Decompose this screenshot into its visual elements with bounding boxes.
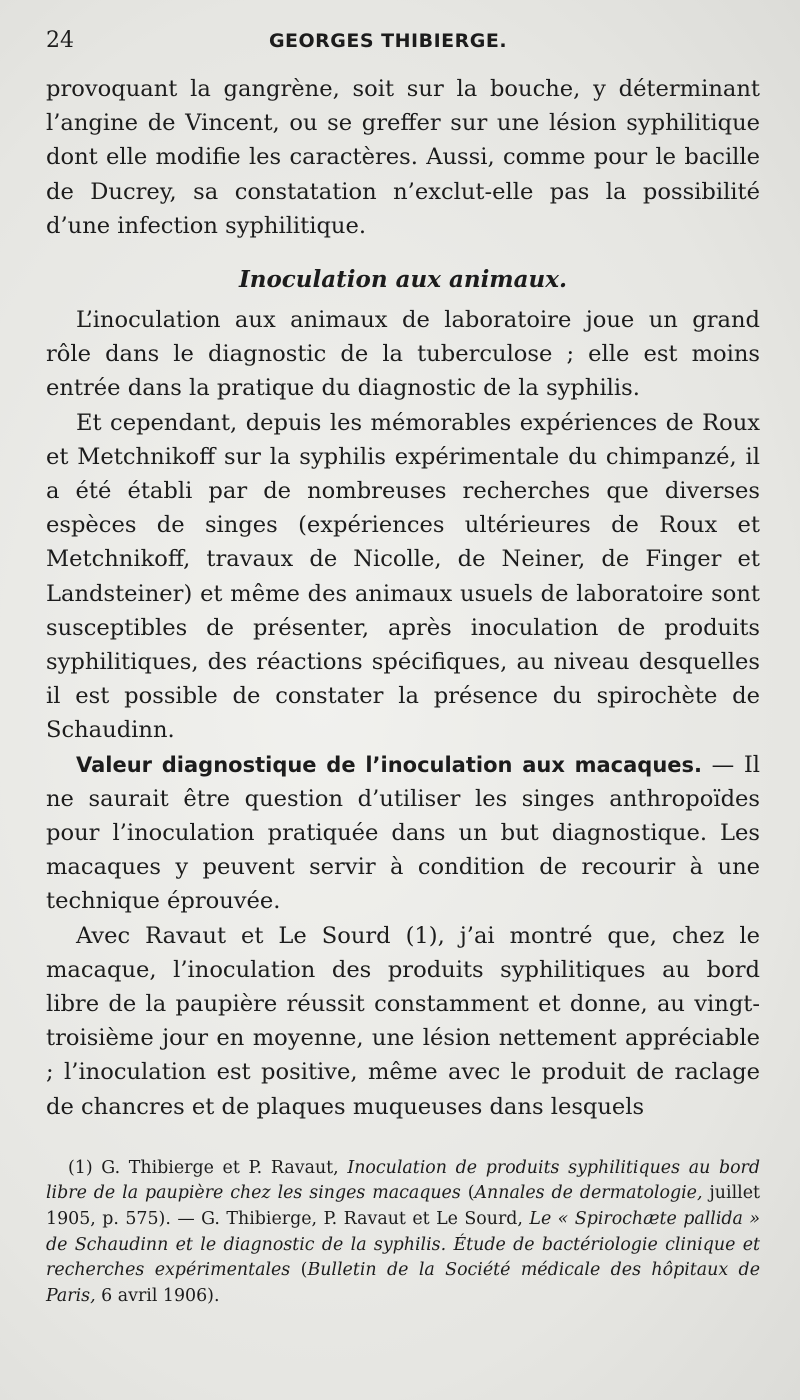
page-number: 24 [46,28,74,53]
footnote-text-1: juillet 1905, p. 575). — G. Thibierge, P. Ravaut et Le Sourd, [46,1183,760,1230]
footnote-paren-2: ( [290,1260,308,1281]
footnote-title-1: Inoculation de produits syphilitiques au bord libre de la paupière chez les singes macaques [46,1157,760,1204]
footnote-title-2: Le « Spirochæte pallida » de Schaudinn et le diagnostic de la syphilis. Étude de bactériologie clinique et recherches expérimentales [46,1209,760,1281]
footnote-journal-1: Annales de dermatologie, [474,1183,703,1204]
run-in-heading: Valeur diagnostique de l’inoculation aux macaques. [76,752,702,777]
running-head [46,28,760,68]
footnote-separator [46,1140,760,1152]
footnote-journal-2: Bulletin de la Société médicale des hôpitaux de Paris, [46,1260,760,1306]
footnote-paren-1: ( [460,1183,475,1204]
footnote-text-2: 6 avril 1906). [95,1285,220,1306]
paragraph-experiments: Et cependant, depuis les mémorables expériences de Roux et Metchnikoff sur la syphilis expérimentale du chimpanzé, il a été établi par de nombreuses recherches que diverses espèces de singes (expériences ultérieures de Roux et Metchnikoff, travaux de Nicolle, de Neiner, de Finger et Landsteiner) et même des animaux usuels de laboratoire sont susceptibles de présenter, après inoculation de produits syphilitiques, des réactions spécifiques, au niveau desquelles il est possible de constater la présence du spirochète de Schaudinn. [46,409,760,744]
paragraph-inoculation-intro: L’inoculation aux animaux de laboratoire joue un grand rôle dans le diagnostic de la tuberculose ; elle est moins entrée dans la pratique du diagnostic de la syphilis. [46,307,760,402]
paragraph-macaques [46,748,760,919]
footnote-marker: (1) G. Thibierge et P. Ravaut, [68,1157,348,1178]
running-title: GEORGES THIBIERGE. [268,30,508,52]
section-heading: Inoculation aux animaux. [238,266,567,294]
paragraph-continuation: provoquant la gangrène, soit sur la bouche, y déterminant l’angine de Vincent, ou se greffer sur une lésion syphilitique dont elle modifie les caractères. Aussi, comme pour le bacille de Ducrey, sa constatation n’exclut-elle pas la possibilité d’une infection syphilitique. [46,76,760,239]
paragraph-macaques-text: — Il ne saurait être question d’utiliser les singes anthropoïdes pour l’inoculation pratiquée dans un but diagnostique. Les macaques y peuvent servir à condition de recourir à une technique éprouvée. [46,751,760,915]
footnote [46,1156,760,1310]
paragraph-ravaut: Avec Ravaut et Le Sourd (1), j’ai montré que, chez le macaque, l’inoculation des produits syphilitiques au bord libre de la paupière réussit constamment et donne, au vingt-troisième jour en moyenne, une lésion nettement appréciable ; l’inoculation est positive, même avec le produit de raclage de chancres et de plaques muqueuses dans lesquels [46,922,760,1120]
